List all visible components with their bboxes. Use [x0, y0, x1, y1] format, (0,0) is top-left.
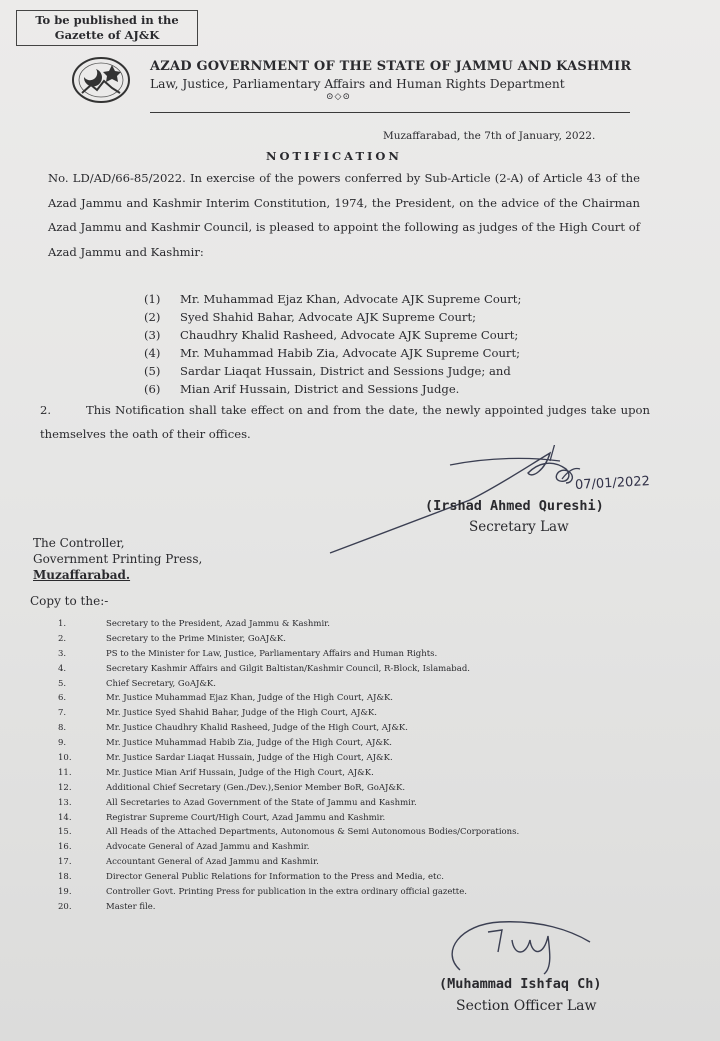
appointee-list: [144, 290, 521, 398]
copy-item-number: 9.: [58, 738, 67, 749]
copy-item: [56, 870, 519, 885]
addressee-line-2: Government Printing Press,: [33, 552, 203, 566]
copy-item-number: 3.: [58, 648, 67, 659]
copy-item-text: Master file.: [106, 901, 156, 912]
appointee-item-text: Chaudhry Khalid Rasheed, Advocate AJK Supreme Court;: [180, 328, 519, 342]
copy-item: [56, 691, 519, 706]
notification-heading: NOTIFICATION: [266, 149, 402, 163]
secretary-title: Secretary Law: [469, 519, 569, 535]
copy-item-text: Mr. Justice Syed Shahid Bahar, Judge of the High Court, AJ&K.: [106, 708, 377, 719]
copy-item-text: Secretary to the President, Azad Jammu & Kashmir.: [106, 619, 331, 629]
copy-item-text: Mr. Justice Muhammad Habib Zia, Judge of the High Court, AJ&K.: [106, 738, 393, 749]
copy-item: [56, 796, 519, 811]
appointee-item: [144, 308, 521, 326]
paragraph-2-text: This Notification shall take effect on and from the date, the newly appointed judges take upon themselves the oath of their offices.: [40, 403, 650, 441]
department-name: Law, Justice, Parliamentary Affairs and Human Rights Department: [150, 77, 565, 91]
appointee-item-number: (1): [144, 292, 161, 306]
copy-item: [56, 825, 519, 840]
section-officer-signature: [440, 912, 640, 982]
copy-item-number: 4.: [58, 663, 67, 674]
copy-item-number: 16.: [58, 842, 72, 853]
copy-item-text: Mr. Justice Muhammad Ejaz Khan, Judge of the High Court, AJ&K.: [106, 693, 393, 704]
copy-item-text: Registrar Supreme Court/High Court, Azad Jammu and Kashmir.: [106, 812, 386, 823]
copy-item: [56, 721, 519, 736]
copy-item-number: 2.: [58, 633, 67, 644]
appointee-item-number: (5): [144, 364, 161, 378]
copy-item-number: 13.: [58, 797, 72, 808]
appointee-item-text: Mr. Muhammad Ejaz Khan, Advocate AJK Supreme Court;: [180, 292, 522, 306]
signature-date: 07/01/2022: [574, 474, 651, 493]
copy-item-text: Controller Govt. Printing Press for publication in the extra ordinary official gazette.: [106, 887, 467, 898]
appointee-item: [144, 344, 521, 362]
notification-body: No. LD/AD/66-85/2022. In exercise of the powers conferred by Sub-Article (2-A) of Article 43 of the Azad Jammu and Kashmir Interim Constitution, 1974, the President, on the advice of the Chairman Azad Jammu and Kashmir Council, is pleased to appoint the following as judges of the High Court of Azad Jammu and Kashmir:: [48, 171, 640, 259]
government-title: AZAD GOVERNMENT OF THE STATE OF JAMMU AND KASHMIR: [150, 59, 632, 74]
appointee-item-text: Sardar Liaqat Hussain, District and Sessions Judge; and: [180, 364, 511, 378]
copy-item-number: 11.: [58, 767, 72, 778]
copy-item: [56, 617, 519, 632]
copy-item-number: 15.: [58, 827, 72, 838]
copy-item: [56, 677, 519, 692]
copy-item: [56, 736, 519, 751]
addressee-block: [33, 535, 202, 583]
copy-item-number: 8.: [58, 723, 67, 734]
copy-item: [56, 766, 519, 781]
copy-item: [56, 811, 519, 826]
copy-item: [56, 647, 519, 662]
paragraph-number: 2.: [40, 403, 52, 417]
copy-item: [56, 632, 519, 647]
appointee-item-number: (3): [144, 328, 161, 342]
copy-item-text: All Heads of the Attached Departments, Autonomous & Semi Autonomous Bodies/Corporations.: [106, 827, 520, 838]
addressee-line-1: The Controller,: [33, 536, 125, 550]
copy-item-text: Director General Public Relations for Information to the Press and Media, etc.: [106, 872, 444, 883]
copy-item-text: Chief Secretary, GoAJ&K.: [106, 678, 216, 689]
appointee-item-text: Mian Arif Hussain, District and Sessions Judge.: [180, 382, 460, 396]
paragraph-2: [40, 398, 650, 446]
copy-item: [56, 706, 519, 721]
appointee-item: [144, 380, 521, 398]
copy-item-text: Advocate General of Azad Jammu and Kashmir.: [106, 842, 310, 853]
appointee-item-number: (2): [144, 310, 161, 324]
copy-item-number: 1.: [58, 619, 67, 629]
copy-item: [56, 855, 519, 870]
copy-item-number: 7.: [58, 708, 67, 719]
copy-item-number: 12.: [58, 782, 72, 793]
header-ornament: ⊙◇⊙: [326, 92, 352, 102]
section-officer-title: Section Officer Law: [456, 998, 597, 1014]
appointee-item-text: Mr. Muhammad Habib Zia, Advocate AJK Supreme Court;: [180, 346, 521, 360]
copy-item-text: PS to the Minister for Law, Justice, Parliamentary Affairs and Human Rights.: [106, 648, 438, 659]
copy-item-number: 5.: [58, 678, 67, 689]
copy-item-text: Mr. Justice Sardar Liaqat Hussain, Judge of the High Court, AJ&K.: [106, 753, 393, 764]
appointee-item-text: Syed Shahid Bahar, Advocate AJK Supreme Court;: [180, 310, 477, 324]
copy-item-text: Secretary to the Prime Minister, GoAJ&K.: [106, 633, 286, 644]
copy-item: [56, 885, 519, 900]
copy-item-number: 18.: [58, 872, 72, 883]
gazette-stamp: [16, 10, 198, 46]
appointee-item: [144, 290, 521, 308]
copy-item: [56, 781, 519, 796]
copy-item: [56, 840, 519, 855]
appointee-item-number: (6): [144, 382, 161, 396]
copy-item: [56, 751, 519, 766]
copy-item-text: Mr. Justice Mian Arif Hussain, Judge of the High Court, AJ&K.: [106, 767, 374, 778]
addressee-city: Muzaffarabad.: [33, 568, 131, 582]
header-divider: [150, 112, 630, 113]
appointee-item: [144, 362, 521, 380]
copy-item-text: All Secretaries to Azad Government of the State of Jammu and Kashmir.: [106, 797, 417, 808]
copy-item: [56, 662, 519, 677]
section-officer-name: (Muhammad Ishfaq Ch): [439, 976, 602, 992]
copy-item-number: 17.: [58, 857, 72, 868]
copy-list: [56, 617, 519, 915]
copy-item-number: 19.: [58, 887, 72, 898]
copy-item-number: 14.: [58, 812, 72, 823]
appointee-item-number: (4): [144, 346, 161, 360]
appointee-item: [144, 326, 521, 344]
copy-to-label: Copy to the:-: [30, 594, 109, 608]
copy-item-text: Mr. Justice Chaudhry Khalid Rasheed, Judge of the High Court, AJ&K.: [106, 723, 408, 734]
gazette-line-1: To be published in the: [35, 13, 179, 27]
copy-item-text: Secretary Kashmir Affairs and Gilgit Baltistan/Kashmir Council, R-Block, Islamabad.: [106, 663, 470, 674]
date-line: Muzaffarabad, the 7th of January, 2022.: [383, 130, 596, 142]
copy-item-number: 10.: [58, 753, 72, 764]
gazette-line-2: Gazette of AJ&K: [54, 28, 160, 42]
copy-item-number: 6.: [58, 693, 67, 704]
secretary-name: (Irshad Ahmed Qureshi): [425, 498, 604, 514]
government-emblem-icon: [70, 55, 132, 105]
copy-item-text: Additional Chief Secretary (Gen./Dev.),Senior Member BoR, GoAJ&K.: [106, 782, 406, 793]
copy-item-number: 20.: [58, 901, 72, 912]
copy-item-text: Accountant General of Azad Jammu and Kashmir.: [106, 857, 319, 868]
